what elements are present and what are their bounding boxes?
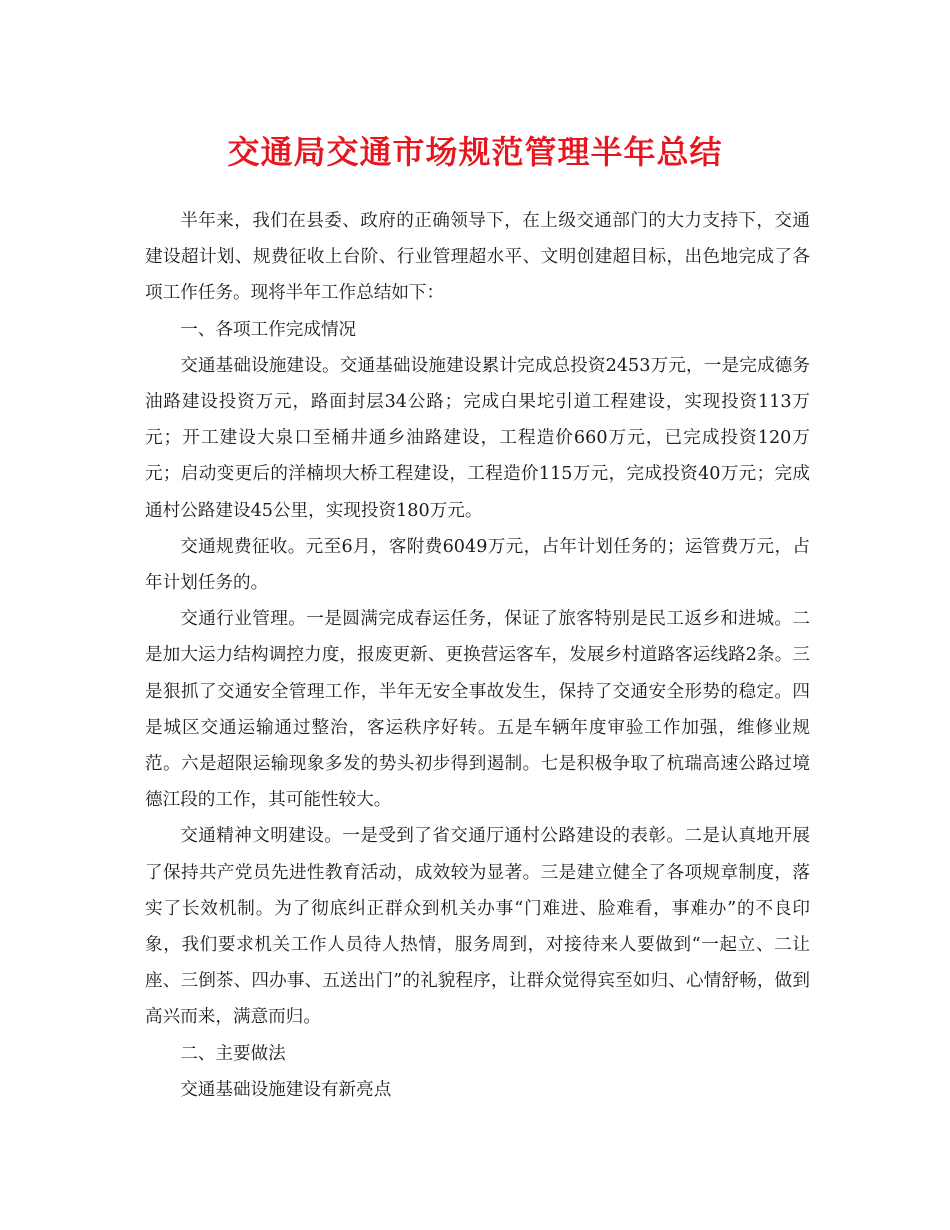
section-heading-2: 二、主要做法	[180, 1043, 286, 1064]
section-heading-1: 一、各项工作完成情况	[180, 319, 357, 340]
paragraph-intro: 半年来，我们在县委、政府的正确领导下，在上级交通部门的大力支持下，交通建设超计划、规费征收上台阶、行业管理超水平、文明创建超目标，出色地完成了各项工作任务。现将半年工作总结如下：	[145, 211, 810, 304]
paragraph-infrastructure: 交通基础设施建设。交通基础设施建设累计完成总投资2453万元，一是完成德务油路建设投资万元，路面封层34公路；完成白果坨引道工程建设，实现投资113万元；开工建设大泉口至桶井通乡油路建设，工程造价660万元，已完成投资120万元；启动变更后的洋楠坝大桥工程建设，工程造价115万元，完成投资40万元；完成通村公路建设45公里，实现投资180万元。	[145, 355, 810, 521]
document-title: 交通局交通市场规范管理半年总结	[227, 133, 723, 171]
paragraph-fee-collection: 交通规费征收。元至6月，客附费6049万元，占年计划任务的；运管费万元，占年计划任务的。	[145, 536, 810, 594]
paragraph-industry-management: 交通行业管理。一是圆满完成春运任务，保证了旅客特别是民工返乡和进城。二是加大运力结构调控力度，报废更新、更换营运客车，发展乡村道路客运线路2条。三是狠抓了交通安全管理工作，半年无安全事故发生，保持了交通安全形势的稳定。四是城区交通运输通过整治，客运秩序好转。五是车辆年度审验工作加强，维修业规范。六是超限运输现象多发的势头初步得到遏制。七是积极争取了杭瑞高速公路过境德江段的工作，其可能性较大。	[145, 609, 810, 811]
document-body	[145, 203, 810, 1108]
paragraph-civilization: 交通精神文明建设。一是受到了省交通厅通村公路建设的表彰。二是认真地开展了保持共产党员先进性教育活动，成效较为显著。三是建立健全了各项规章制度，落实了长效机制。为了彻底纠正群众到机关办事“门难进、脸难看，事难办”的不良印象，我们要求机关工作人员待人热情，服务周到，对接待来人要做到“一起立、二让座、三倒茶、四办事、五送出门”的礼貌程序，让群众觉得宾至如归、心情舒畅，做到高兴而来，满意而归。	[145, 826, 810, 1028]
subsection-heading: 交通基础设施建设有新亮点	[180, 1079, 392, 1100]
